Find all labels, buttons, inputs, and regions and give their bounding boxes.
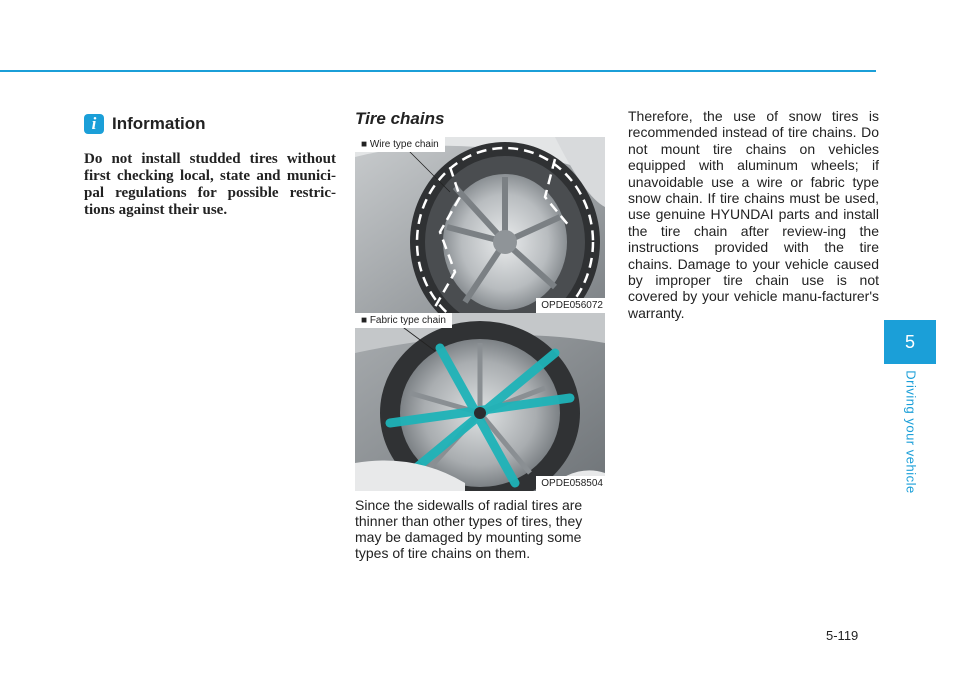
chapter-number-tab: 5 xyxy=(884,320,936,364)
fabric-chain-caption: ■ Fabric type chain xyxy=(355,313,452,328)
tire-chains-text: Since the sidewalls of radial tires are thinner than other types of tires, they may be damaged by mounting some types of tire chains on them. xyxy=(355,497,583,561)
wire-chain-image-code: OPDE056072 xyxy=(536,298,605,313)
chapter-label-text: Driving your vehicle xyxy=(903,370,919,494)
section-title: Tire chains xyxy=(355,109,445,128)
page-number: 5-119 xyxy=(826,628,859,643)
tire-chains-continued-text: Therefore, the use of snow tires is recommended instead of tire chains. Do not mount tire chains on vehicles equipped with aluminum wheels; if unavoidable use a wire or fabric type snow chain. If tire chains must be used, use genuine HYUNDAI parts and install the tire chain after review-ing the instructions provided with the tire chains. Damage to your vehicle caused by improper tire chain use is not covered by your vehicle manu-facturer's warranty. xyxy=(628,108,879,321)
wire-chain-caption: ■ Wire type chain xyxy=(355,137,445,152)
header-rule xyxy=(0,70,876,72)
information-header xyxy=(84,114,206,134)
wire-chain-illustration xyxy=(355,137,605,313)
fabric-chain-illustration xyxy=(355,313,605,491)
fabric-chain-image-code: OPDE058504 xyxy=(536,476,605,491)
wire-chain-figure xyxy=(355,137,605,313)
fabric-chain-figure xyxy=(355,313,605,491)
information-title: Information xyxy=(112,114,206,133)
info-icon: i xyxy=(84,114,104,134)
information-text: Do not install studded tires without first checking local, state and munici-pal regulations for possible restric-tions against their use. xyxy=(84,151,336,218)
